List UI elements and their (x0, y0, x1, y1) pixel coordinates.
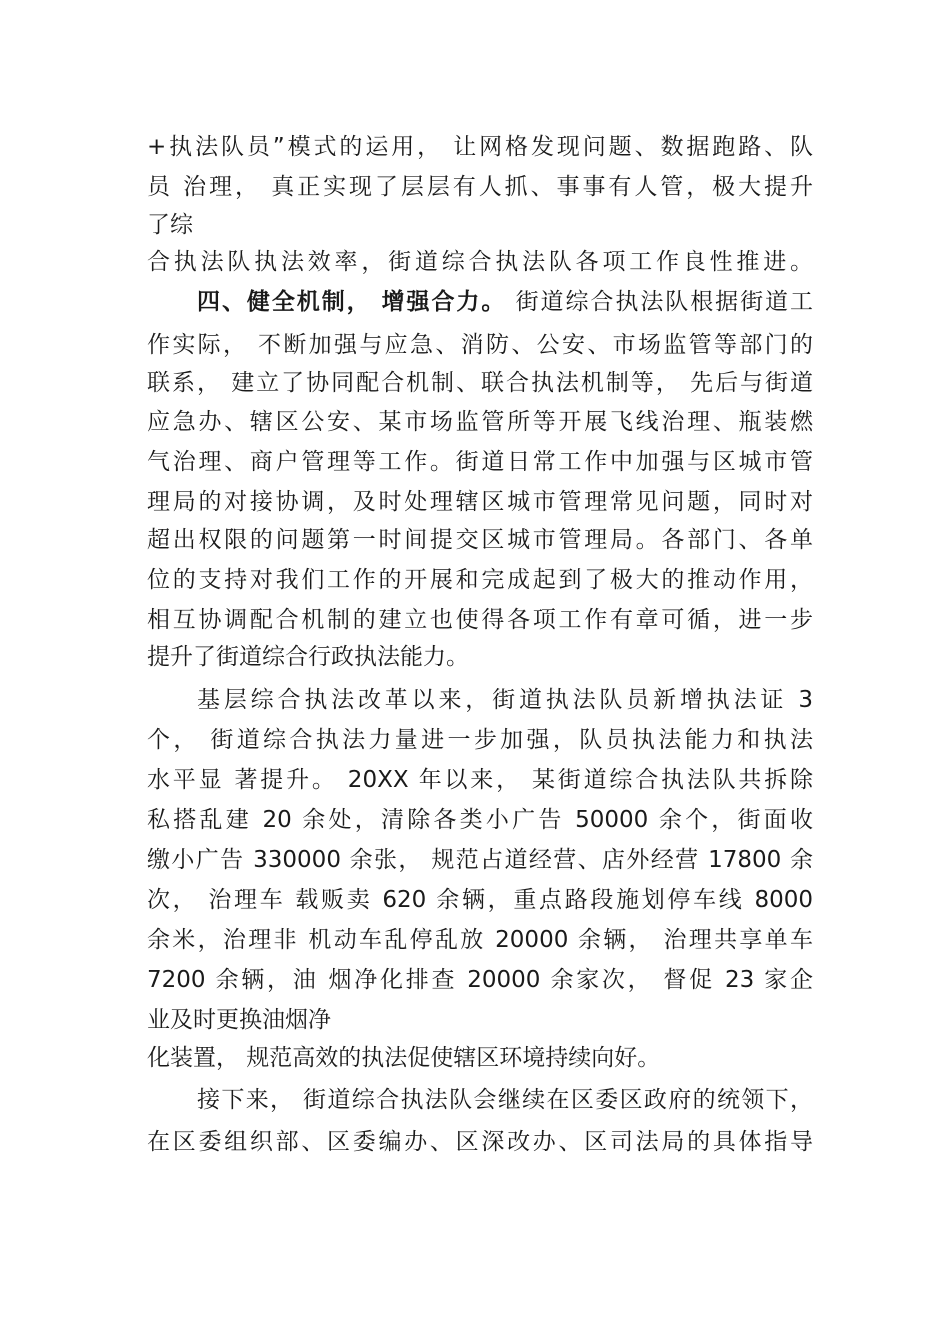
text-line: 位的支持对我们工作的开展和完成起到了极大的推动作用， (147, 567, 813, 593)
text-line: 气治理、商户管理等工作。街道日常工作中加强与区城市管 (147, 449, 813, 475)
text-line: 相互协调配合机制的建立也使得各项工作有章可循，进一步 (147, 607, 813, 633)
text-line: 了综 (147, 212, 193, 238)
text-line: 在区委组织部、区委编办、区深改办、区司法局的具体指导 (147, 1129, 813, 1155)
text-line: 联系， 建立了协同配合机制、联合执法机制等， 先后与街道 (147, 370, 813, 396)
text-line: 7200 余辆，油 烟净化排查 20000 余家次， 督促 23 家企 (147, 967, 813, 993)
text-line (197, 287, 813, 317)
text-line: 业及时更换油烟净 (147, 1007, 331, 1033)
text-line: 化装置， 规范高效的执法促使辖区环境持续向好。 (147, 1045, 661, 1071)
text-line: 私搭乱建 20 余处，清除各类小广告 50000 余个，街面收 (147, 807, 813, 833)
text-line: 缴小广告 330000 余张， 规范占道经营、店外经营 17800 余 (147, 847, 813, 873)
text-line: 理局的对接协调，及时处理辖区城市管理常见问题，同时对 (147, 489, 813, 515)
text-line: 合执法队执法效率，街道综合执法队各项工作良性推进。 (147, 249, 813, 275)
text-line: 作实际， 不断加强与应急、消防、公安、市场监管等部门的 (147, 332, 813, 358)
text-line: 提升了街道综合行政执法能力。 (147, 644, 469, 670)
text-line: 个， 街道综合执法力量进一步加强，队员执法能力和执法 (147, 727, 813, 753)
text-span: 街道综合执法队根据街道工 (515, 289, 814, 315)
text-line: 次， 治理车 载贩卖 620 余辆，重点路段施划停车线 8000 (147, 887, 813, 913)
text-line: +执法队员”模式的运用， 让网格发现问题、数据跑路、队 (147, 134, 813, 160)
text-line: 余米，治理非 机动车乱停乱放 20000 余辆， 治理共享单车 (147, 927, 813, 953)
section-heading: 四、健全机制， 增强合力。 (197, 289, 507, 315)
text-line: 接下来， 街道综合执法队会继续在区委区政府的统领下， (197, 1087, 813, 1113)
text-line: 基层综合执法改革以来，街道执法队员新增执法证 3 (197, 687, 813, 713)
text-line: 员 治理， 真正实现了层层有人抓、事事有人管，极大提升 (147, 174, 813, 200)
text-line: 水平显 著提升。 20XX 年以来， 某街道综合执法队共拆除 (147, 767, 813, 793)
text-line: 超出权限的问题第一时间提交区城市管理局。各部门、各单 (147, 527, 813, 553)
text-line: 应急办、辖区公安、某市场监管所等开展飞线治理、瓶装燃 (147, 409, 813, 435)
